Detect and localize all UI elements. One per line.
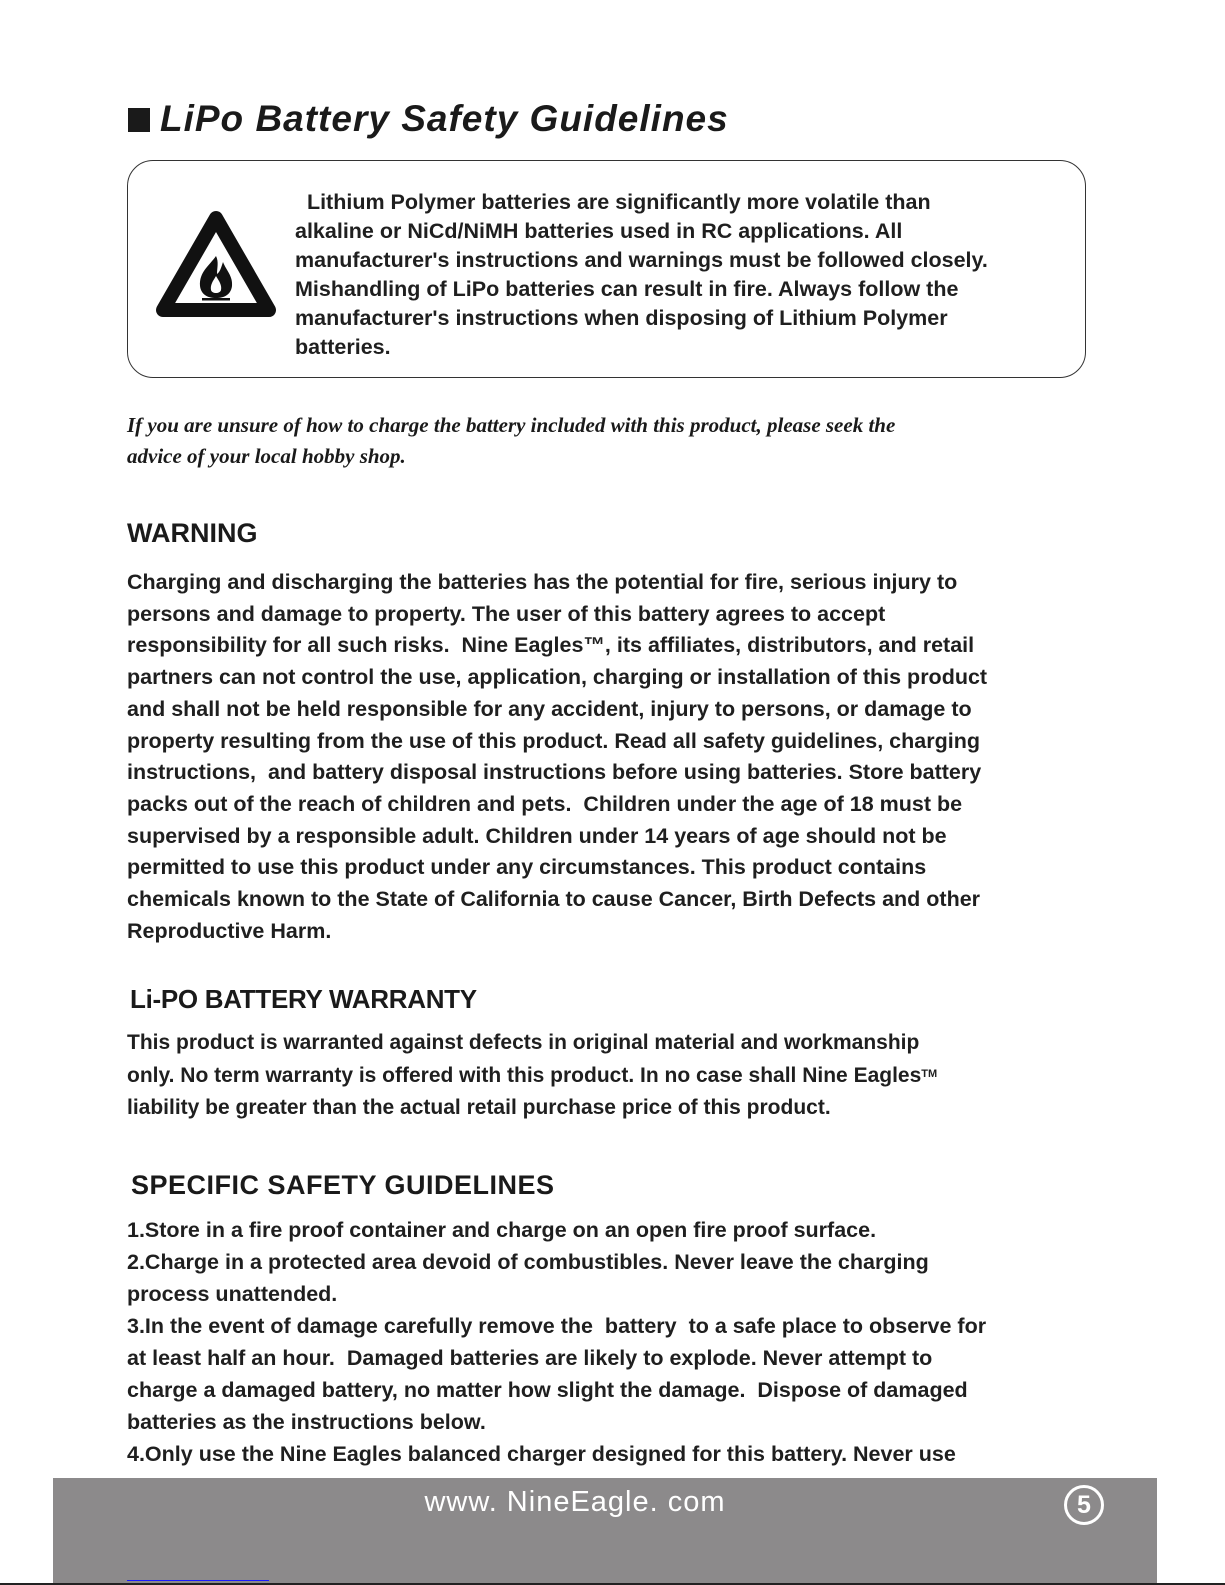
paragraph-line: and shall not be held responsible for any accident, injury to persons, or damage to xyxy=(127,696,972,721)
advice-line: If you are unsure of how to charge the battery included with this product, please seek the xyxy=(127,413,896,437)
callout-line: Lithium Polymer batteries are significantly more volatile than xyxy=(295,190,931,214)
paragraph-line: partners can not control the use, application, charging or installation of this product xyxy=(127,665,988,690)
paragraph-line: Charging and discharging the batteries has the potential for fire, serious injury to xyxy=(127,570,958,594)
warning-heading: WARNING xyxy=(127,518,258,548)
paragraph-line-text: only. No term warranty is offered with this product. In no case shall Nine Eagles xyxy=(127,1063,922,1087)
guideline-line: 4.Only use the Nine Eagles balanced charger designed for this battery. Never use xyxy=(127,1442,956,1466)
paragraph-line: property resulting from the use of this product. Read all safety guidelines, charging xyxy=(127,728,980,753)
callout-line: batteries. xyxy=(295,335,391,359)
warranty-paragraph xyxy=(127,1027,1097,1125)
warning-callout-box xyxy=(127,160,1086,378)
paragraph-line: supervised by a responsible adult. Children under 14 years of age should not be xyxy=(127,823,947,848)
warning-paragraph xyxy=(127,567,1097,947)
footer-band xyxy=(53,1478,1157,1585)
trademark-symbol: TM xyxy=(921,1067,938,1080)
paragraph-line: packs out of the reach of children and pets. Children under the age of 18 must be xyxy=(127,791,963,816)
paragraph-line: persons and damage to property. The user of this battery agrees to accept xyxy=(127,601,886,626)
paragraph-line xyxy=(127,1060,1097,1093)
callout-line: alkaline or NiCd/NiMH batteries used in RC applications. All xyxy=(295,219,903,243)
paragraph-line: chemicals known to the State of California to cause Cancer, Birth Defects and other xyxy=(127,887,981,912)
callout-line: manufacturer's instructions when disposing of Lithium Polymer xyxy=(295,306,948,330)
guideline-line: 1.Store in a fire proof container and charge on an open fire proof surface. xyxy=(127,1218,877,1242)
flammable-warning-triangle-icon xyxy=(153,206,279,324)
paragraph-line: instructions, and battery disposal instructions before using batteries. Store battery xyxy=(127,760,982,785)
hobby-shop-advice xyxy=(127,410,1087,472)
paragraph-line: Reproductive Harm. xyxy=(127,918,332,943)
specific-guidelines-heading: SPECIFIC SAFETY GUIDELINES xyxy=(131,1170,555,1200)
page-title-text: LiPo Battery Safety Guidelines xyxy=(160,98,729,139)
guideline-line: at least half an hour. Damaged batteries are likely to explode. Never attempt to xyxy=(127,1346,933,1370)
callout-line: Mishandling of LiPo batteries can result in fire. Always follow the xyxy=(295,277,959,301)
guideline-line: process unattended. xyxy=(127,1282,338,1306)
link-underline xyxy=(127,1580,269,1581)
guideline-line: 3.In the event of damage carefully remove the battery to a safe place to observe for xyxy=(127,1314,987,1338)
paragraph-line: responsibility for all such risks. Nine Eagles™, its affiliates, distributors, and retail xyxy=(127,633,975,658)
guideline-line: 2.Charge in a protected area devoid of combustibles. Never leave the charging xyxy=(127,1250,929,1274)
page-title xyxy=(128,96,729,142)
guideline-line: charge a damaged battery, no matter how slight the damage. Dispose of damaged xyxy=(127,1378,968,1402)
guideline-line: batteries as the instructions below. xyxy=(127,1410,486,1434)
website-url[interactable]: www. NineEagle. com xyxy=(424,1486,726,1518)
page-number-badge: 5 xyxy=(1064,1485,1104,1525)
paragraph-line: liability be greater than the actual retail purchase price of this product. xyxy=(127,1096,831,1119)
warranty-heading: Li-PO BATTERY WARRANTY xyxy=(130,984,477,1014)
callout-line: manufacturer's instructions and warnings must be followed closely. xyxy=(295,248,988,272)
title-bullet-square xyxy=(128,108,150,132)
advice-line: advice of your local hobby shop. xyxy=(127,444,406,468)
paragraph-line: This product is warranted against defects in original material and workmanship xyxy=(127,1031,920,1054)
paragraph-line: permitted to use this product under any circumstances. This product contains xyxy=(127,855,927,880)
specific-guidelines-list xyxy=(127,1214,1097,1470)
warning-callout-text xyxy=(295,188,1085,362)
